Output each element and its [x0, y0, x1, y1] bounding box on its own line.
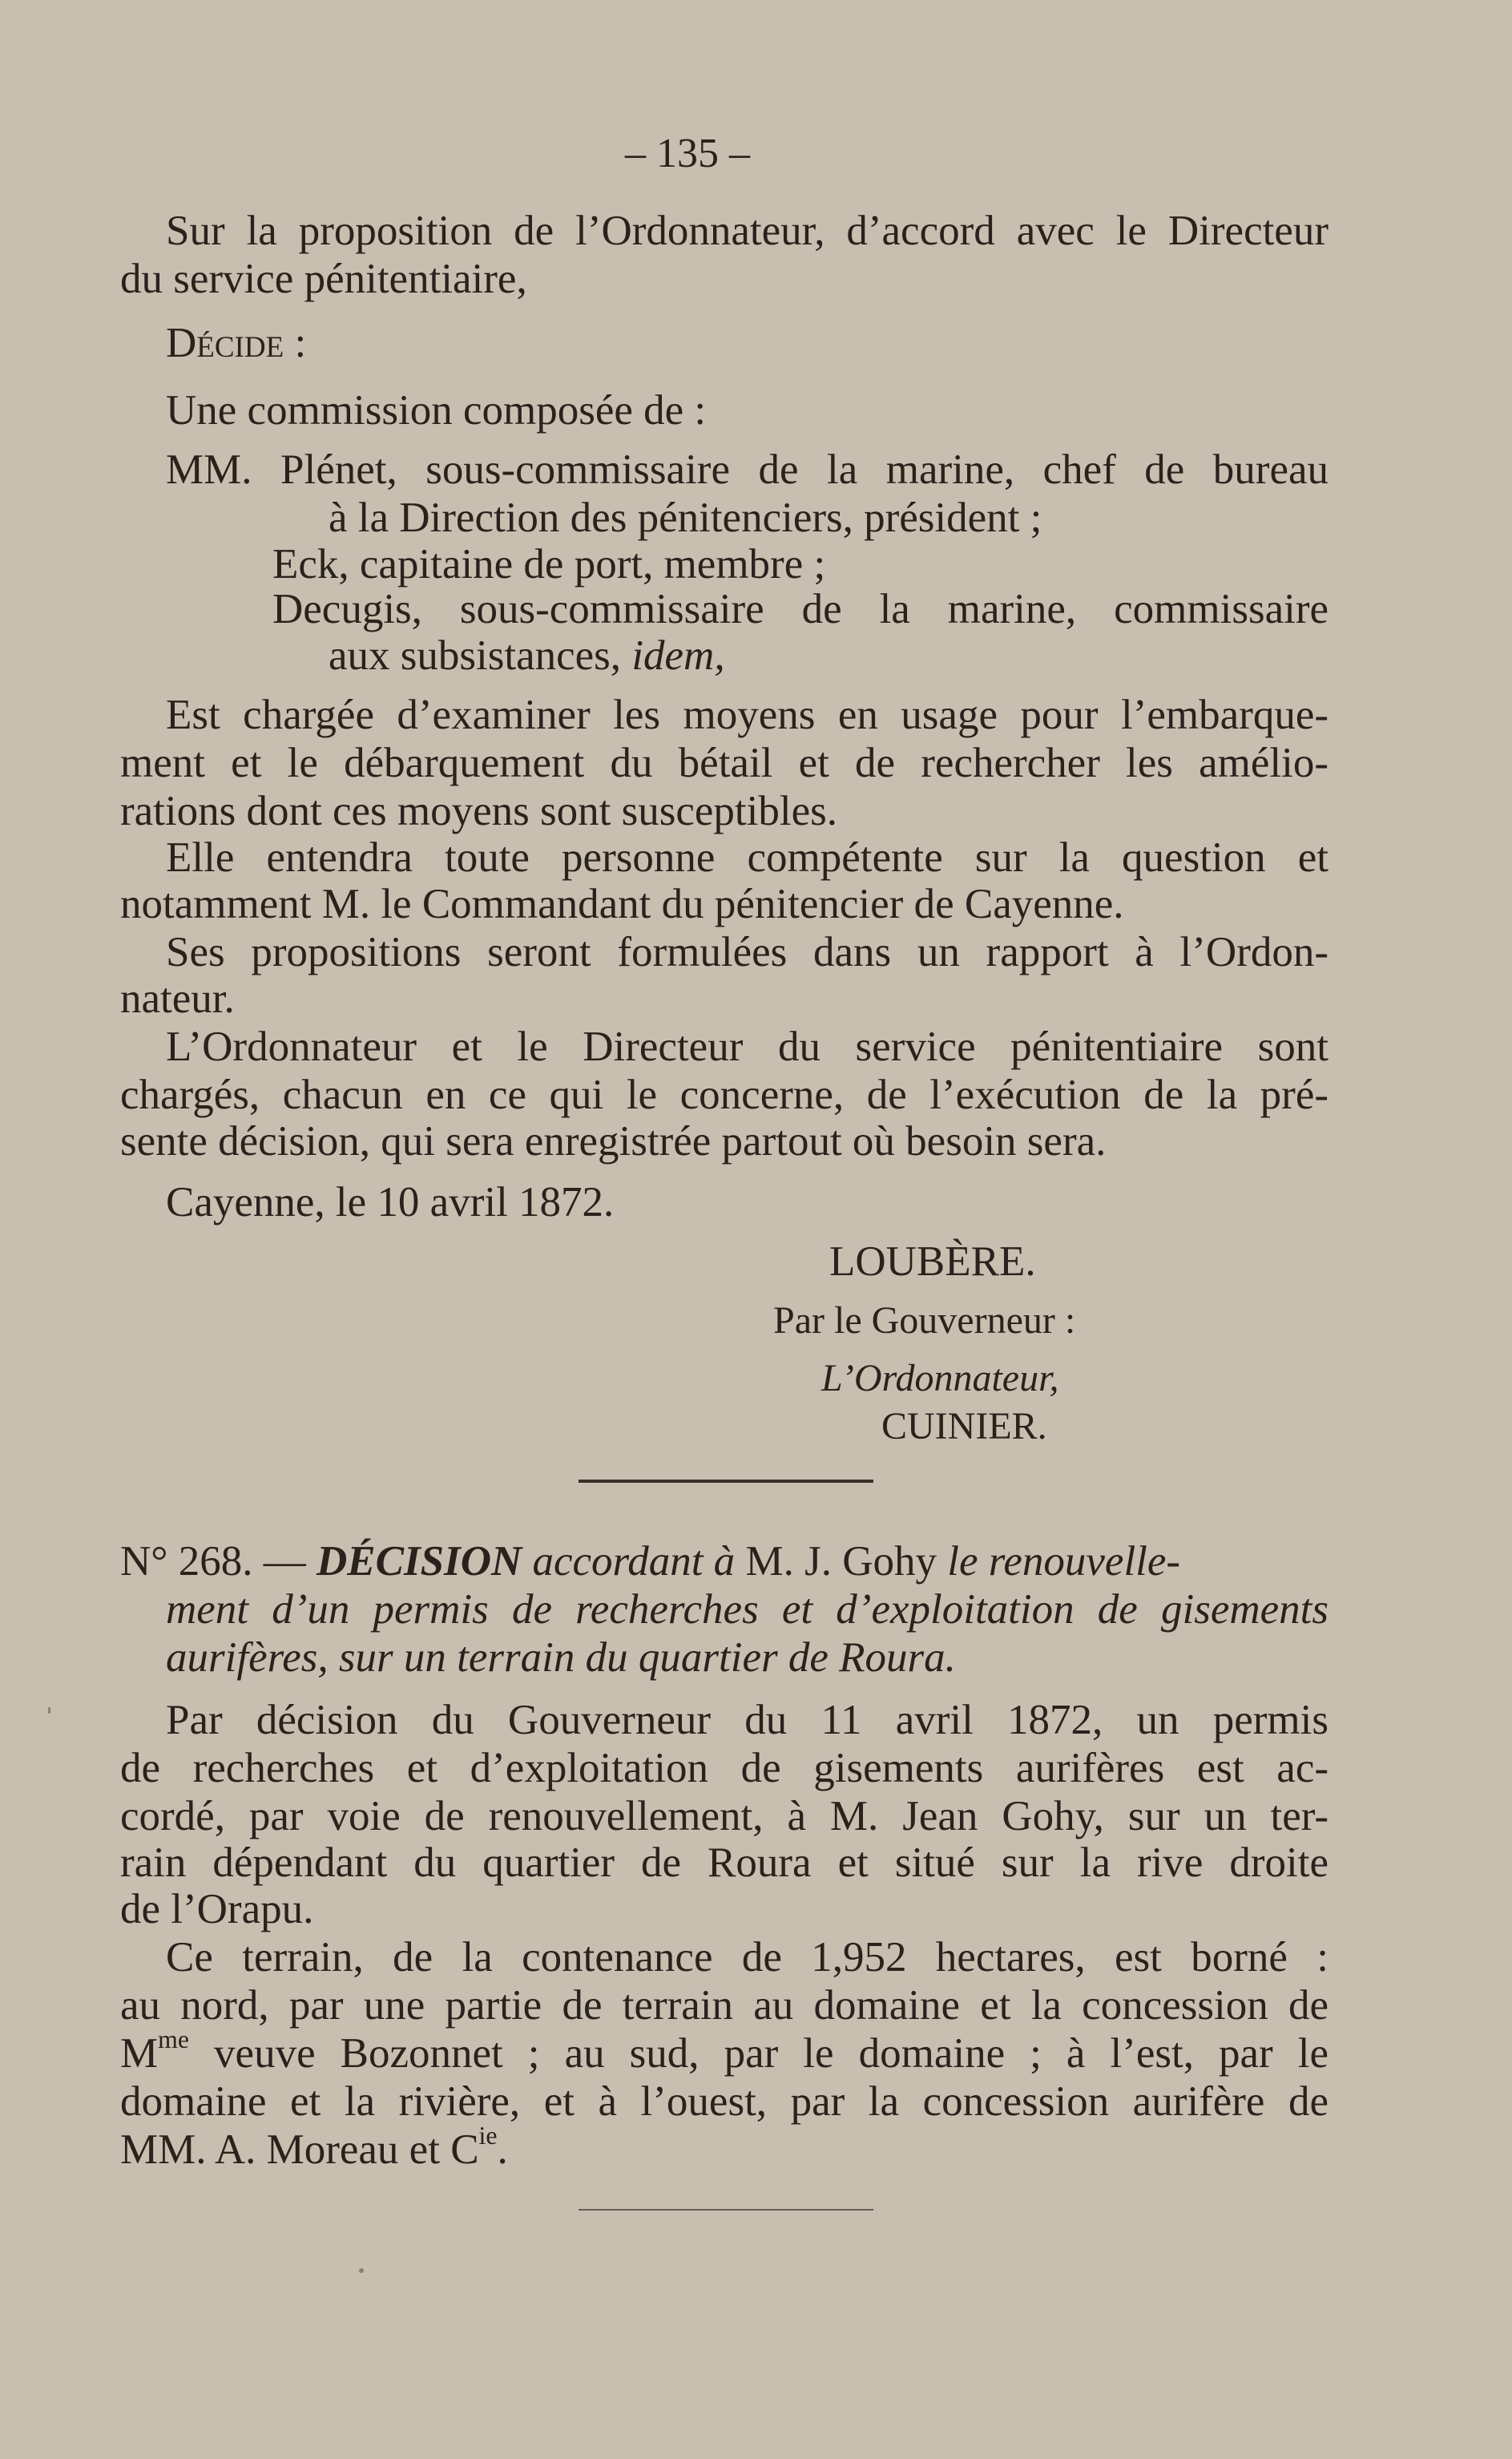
- text-line: rain dépendant du quartier de Roura et situé sur la rive droite: [120, 1839, 1329, 1886]
- text-line: Eck, capitaine de port, membre ;: [272, 541, 826, 587]
- text-line: [329, 632, 725, 680]
- text-line: Decugis, sous-commissaire de la marine, commissaire: [272, 586, 1329, 632]
- text-line: MM. Plénet, sous-commissaire de la marine, chef de bureau: [166, 446, 1329, 493]
- text-span-italic: accordant à: [532, 1538, 736, 1585]
- text-line: de recherches et d’exploitation de gisements aurifères est ac-: [120, 1745, 1329, 1791]
- text-span: MM. A. Moreau et: [120, 2126, 440, 2173]
- decision-word: DÉCISION: [316, 1538, 522, 1585]
- decision-title-line: ment d’un permis de recherches et d’exploitation de gisements: [166, 1586, 1329, 1633]
- text-line: de l’Orapu.: [120, 1886, 314, 1932]
- text-line: Par décision du Gouverneur du 11 avril 1872, un permis: [166, 1697, 1329, 1743]
- text-line: [120, 2025, 1329, 2077]
- section-divider: [579, 1480, 873, 1483]
- text-span-italic: idem,: [631, 632, 725, 679]
- text-span: M: [120, 2030, 159, 2077]
- signature-governor: LOUBÈRE.: [829, 1238, 1036, 1285]
- par-le-gouverneur: Par le Gouverneur :: [773, 1299, 1076, 1342]
- decide-heading: Décide :: [166, 320, 307, 366]
- decision-heading: [120, 1537, 1180, 1585]
- superscript: ie: [478, 2122, 498, 2150]
- text-span: veuve Bozonnet ; au sud, par le domaine ; à l’est, par le: [214, 2030, 1329, 2077]
- text-line: Sur la proposition de l’Ordonnateur, d’accord avec le Directeur: [166, 208, 1329, 254]
- ordonnateur-title: L’Ordonnateur,: [821, 1357, 1059, 1399]
- text-span-italic: le renouvelle-: [947, 1538, 1181, 1585]
- text-line: Est chargée d’examiner les moyens en usage pour l’embarque-: [166, 692, 1329, 738]
- text-line: L’Ordonnateur et le Directeur du service pénitentiaire sont: [166, 1024, 1329, 1070]
- text-line: chargés, chacun en ce qui le concerne, de l’exécution de la pré-: [120, 1072, 1329, 1118]
- ordonnateur-name: CUINIER.: [881, 1405, 1047, 1448]
- text-line: notamment M. le Commandant du pénitencier de Cayenne.: [120, 881, 1124, 927]
- decision-number: N° 268. —: [120, 1538, 306, 1585]
- text-line: rations dont ces moyens sont susceptibles.: [120, 788, 837, 834]
- text-line: Ses propositions seront formulées dans un rapport à l’Ordon-: [166, 929, 1329, 975]
- text-line: ment et le débarquement du bétail et de rechercher les amélio-: [120, 740, 1329, 786]
- text-span: .: [497, 2126, 508, 2173]
- text-line: cordé, par voie de renouvellement, à M. Jean Gohy, sur un ter-: [120, 1793, 1329, 1839]
- page-number: – 135 –: [625, 131, 750, 176]
- text-line: du service pénitentiaire,: [120, 256, 527, 302]
- text-span: C: [450, 2126, 479, 2173]
- ink-speck: [48, 1707, 50, 1714]
- text-line: à la Direction des pénitenciers, président ;: [329, 495, 1042, 541]
- text-line: au nord, par une partie de terrain au domaine et la concession de: [120, 1982, 1329, 2029]
- ink-speck: [359, 2268, 364, 2273]
- text-line: domaine et la rivière, et à l’ouest, par la concession aurifère de: [120, 2078, 1329, 2125]
- decision-title-line: aurifères, sur un terrain du quartier de Roura.: [166, 1634, 956, 1681]
- text-line: Elle entendra toute personne compétente sur la question et: [166, 834, 1329, 881]
- section-divider: [579, 2209, 873, 2211]
- text-line: Ce terrain, de la contenance de 1,952 hectares, est borné :: [166, 1934, 1329, 1981]
- text-span: M. J. Gohy: [745, 1538, 937, 1585]
- superscript: me: [158, 2025, 189, 2054]
- text-line: Une commission composée de :: [166, 387, 707, 434]
- place-date: Cayenne, le 10 avril 1872.: [166, 1179, 615, 1225]
- text-line: [120, 2122, 508, 2174]
- text-line: nateur.: [120, 975, 235, 1022]
- text-line: sente décision, qui sera enregistrée partout où besoin sera.: [120, 1118, 1107, 1165]
- text-span: aux subsistances,: [329, 632, 622, 679]
